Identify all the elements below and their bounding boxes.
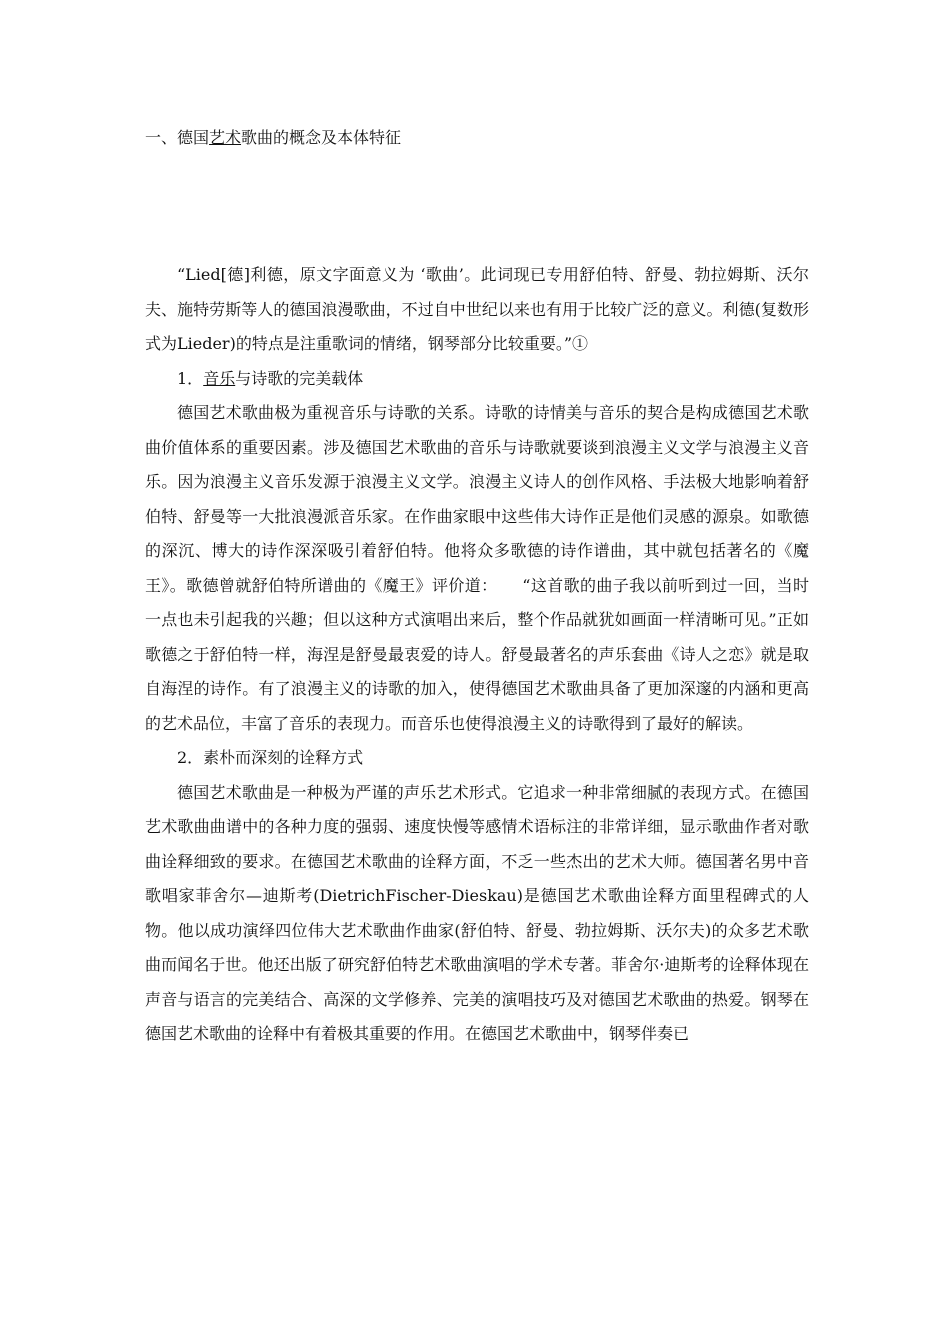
section1-paragraph: 德国艺术歌曲极为重视音乐与诗歌的关系。诗歌的诗情美与音乐的契合是构成德国艺术歌曲价值体系的重要因素。涉及德国艺术歌曲的音乐与诗歌就要谈到浪漫主义文学与浪漫主义音乐。因为浪漫主义音乐发源于浪漫主义文学。浪漫主义诗人的创作风格、手法极大地影响着舒伯特、舒曼等一大批浪漫派音乐家。在作曲家眼中这些伟大诗作正是他们灵感的源泉。如歌德的深沉、博大的诗作深深吸引着舒伯特。他将众多歌德的诗作谱曲，其中就包括著名的《魔王》。歌德曾就舒伯特所谱曲的《魔王》评价道： “这首歌的曲子我以前听到过一回，当时一点也未引起我的兴趣；但以这种方式演唱出来后，整个作品就犹如画面一样清晰可见。”正如歌德之于舒伯特一样，海涅是舒曼最衷爱的诗人。舒曼最著名的声乐套曲《诗人之恋》就是取自海涅的诗作。有了浪漫主义的诗歌的加入，使得德国艺术歌曲具备了更加深邃的内涵和更高的艺术品位，丰富了音乐的表现力。而音乐也使得浪漫主义的诗歌得到了最好的解读。 [145, 403, 809, 733]
section-heading [145, 126, 401, 150]
section1-number: 1． [177, 368, 204, 388]
body-text [145, 258, 809, 1052]
section1-title-rest: 与诗歌的完美载体 [235, 368, 364, 388]
art-link[interactable]: 艺术 [209, 128, 242, 147]
section1-title [145, 362, 809, 397]
heading-prefix: 一、德国 [145, 128, 210, 147]
intro-paragraph: “Lied[德]利德，原文字面意义为 ‘歌曲’。此词现已专用舒伯特、舒曼、勃拉姆斯、沃尔夫、施特劳斯等人的德国浪漫歌曲，不过自中世纪以来也有用于比较广泛的意义。利德(复数形式为Lieder)的特点是注重歌词的情绪，钢琴部分比较重要。”① [145, 265, 809, 353]
section2-title: 2．素朴而深刻的诠释方式 [177, 748, 364, 767]
music-link[interactable]: 音乐 [203, 368, 236, 388]
section2-paragraph: 德国艺术歌曲是一种极为严谨的声乐艺术形式。它追求一种非常细腻的表现方式。在德国艺术歌曲曲谱中的各种力度的强弱、速度快慢等感情术语标注的非常详细，显示歌曲作者对歌曲诠释细致的要求。在德国艺术歌曲的诠释方面，不乏一些杰出的艺术大师。德国著名男中音歌唱家菲舍尔—迪斯考(DietrichFischer-Dieskau)是德国艺术歌曲诠释方面里程碑式的人物。他以成功演绎四位伟大艺术歌曲作曲家(舒伯特、舒曼、勃拉姆斯、沃尔夫)的众多艺术歌曲而闻名于世。他还出版了研究舒伯特艺术歌曲演唱的学术专著。菲舍尔·迪斯考的诠释体现在声音与语言的完美结合、高深的文学修养、完美的演唱技巧及对德国艺术歌曲的热爱。钢琴在德国艺术歌曲的诠释中有着极其重要的作用。在德国艺术歌曲中，钢琴伴奏已 [145, 782, 809, 1043]
heading-suffix: 歌曲的概念及本体特征 [241, 128, 402, 147]
